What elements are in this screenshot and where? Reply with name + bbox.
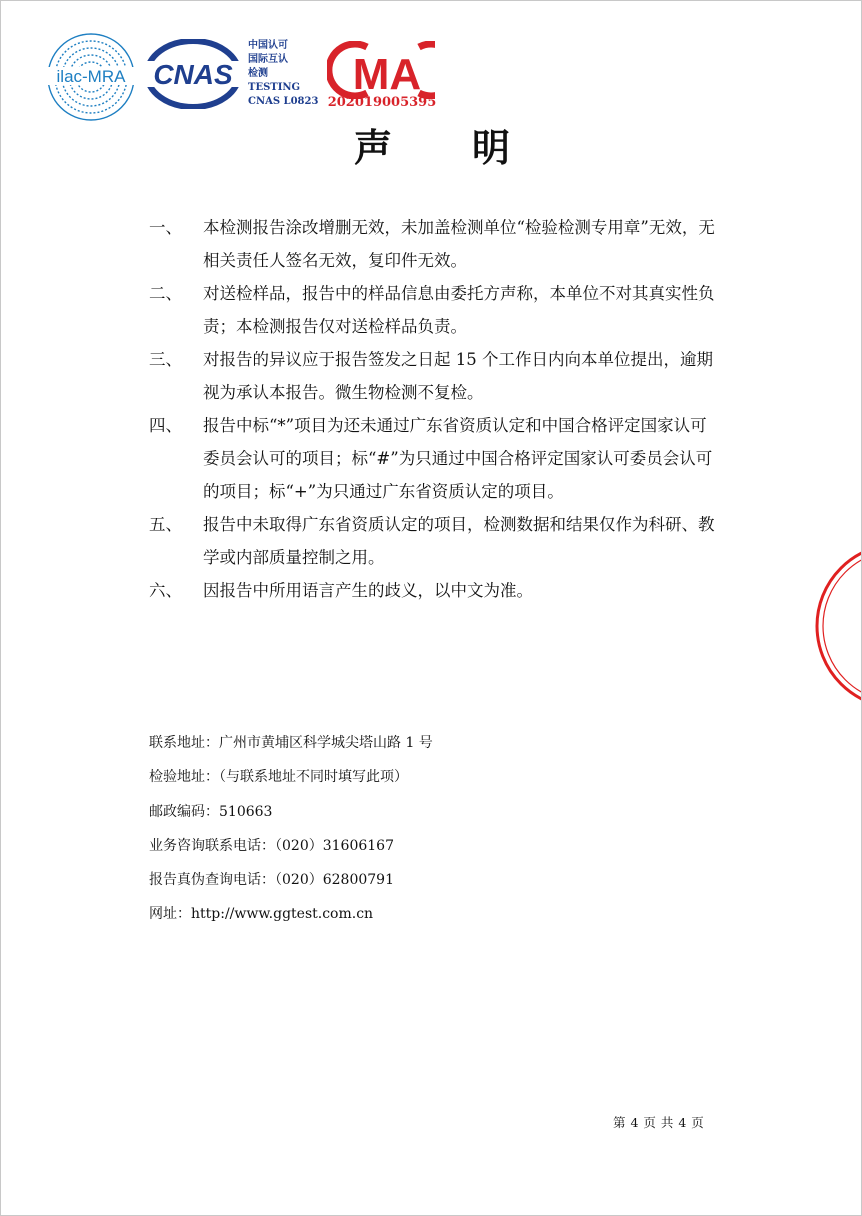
clause-item xyxy=(149,211,719,277)
clause-item xyxy=(149,277,719,343)
company-seal xyxy=(789,541,862,711)
clause-text: 本检测报告涂改增删无效，未加盖检测单位“检验检测专用章”无效，无相关责任人签名无效，复印件无效。 xyxy=(203,218,715,270)
clause-item xyxy=(149,343,719,409)
cnas-line: 国际互认 xyxy=(248,54,288,65)
ilac-mra-logo xyxy=(45,31,137,123)
clause-number: 五、 xyxy=(149,515,182,534)
clause-number: 六、 xyxy=(149,581,182,600)
postcode: 邮政编码：510663 xyxy=(149,803,273,820)
ilac-mra-text: ilac-MRA xyxy=(56,67,126,86)
business-phone: 业务咨询联系电话：（020）31606167 xyxy=(149,837,394,854)
clause-item xyxy=(149,574,719,607)
page-number: 第 4 页 共 4 页 xyxy=(613,1115,705,1130)
cnas-line: 检测 xyxy=(248,68,268,79)
cnas-line: TESTING xyxy=(248,82,301,93)
clause-text: 报告中未取得广东省资质认定的项目，检测数据和结果仅作为科研、教学或内部质量控制之用。 xyxy=(203,515,715,567)
clause-text: 对送检样品，报告中的样品信息由委托方声称，本单位不对其真实性负责；本检测报告仅对送检样品负责。 xyxy=(203,284,715,336)
clause-text: 因报告中所用语言产生的歧义，以中文为准。 xyxy=(203,581,533,600)
contact-info xyxy=(149,729,749,935)
verify-phone: 报告真伪查询电话：（020）62800791 xyxy=(149,872,394,889)
cma-logo xyxy=(327,41,435,99)
cnas-accreditation-text xyxy=(248,39,328,109)
clause-number: 一、 xyxy=(149,218,182,237)
statement-clauses xyxy=(149,211,719,607)
clause-item xyxy=(149,508,719,574)
cma-number: 202019005395 xyxy=(327,95,437,110)
inspection-address: 检验地址：（与联系地址不同时填写此项） xyxy=(149,769,408,786)
clause-number: 三、 xyxy=(149,350,182,369)
contact-address: 联系地址：广州市黄埔区科学城尖塔山路 1 号 xyxy=(149,735,433,751)
cma-text: MA xyxy=(352,50,422,99)
cnas-text: CNAS xyxy=(153,59,233,90)
clause-item xyxy=(149,409,719,508)
clause-number: 四、 xyxy=(149,416,182,435)
clause-text: 对报告的异议应于报告签发之日起 15 个工作日内向本单位提出，逾期视为承认本报告。微生物检测不复检。 xyxy=(203,350,713,402)
clause-number: 二、 xyxy=(149,284,182,303)
website: 网址：http://www.ggtest.com.cn xyxy=(149,906,374,923)
cnas-logo xyxy=(145,39,241,109)
cnas-line: 中国认可 xyxy=(248,40,288,51)
clause-text: 报告中标“*”项目为还未通过广东省资质认定和中国合格评定国家认可委员会认可的项目；标“#”为只通过中国合格评定国家认可委员会认可的项目；标“+”为只通过广东省资质认定的项目。 xyxy=(203,416,713,501)
cnas-line: CNAS L0823 xyxy=(248,96,319,107)
page-title: 声明 xyxy=(353,125,590,170)
